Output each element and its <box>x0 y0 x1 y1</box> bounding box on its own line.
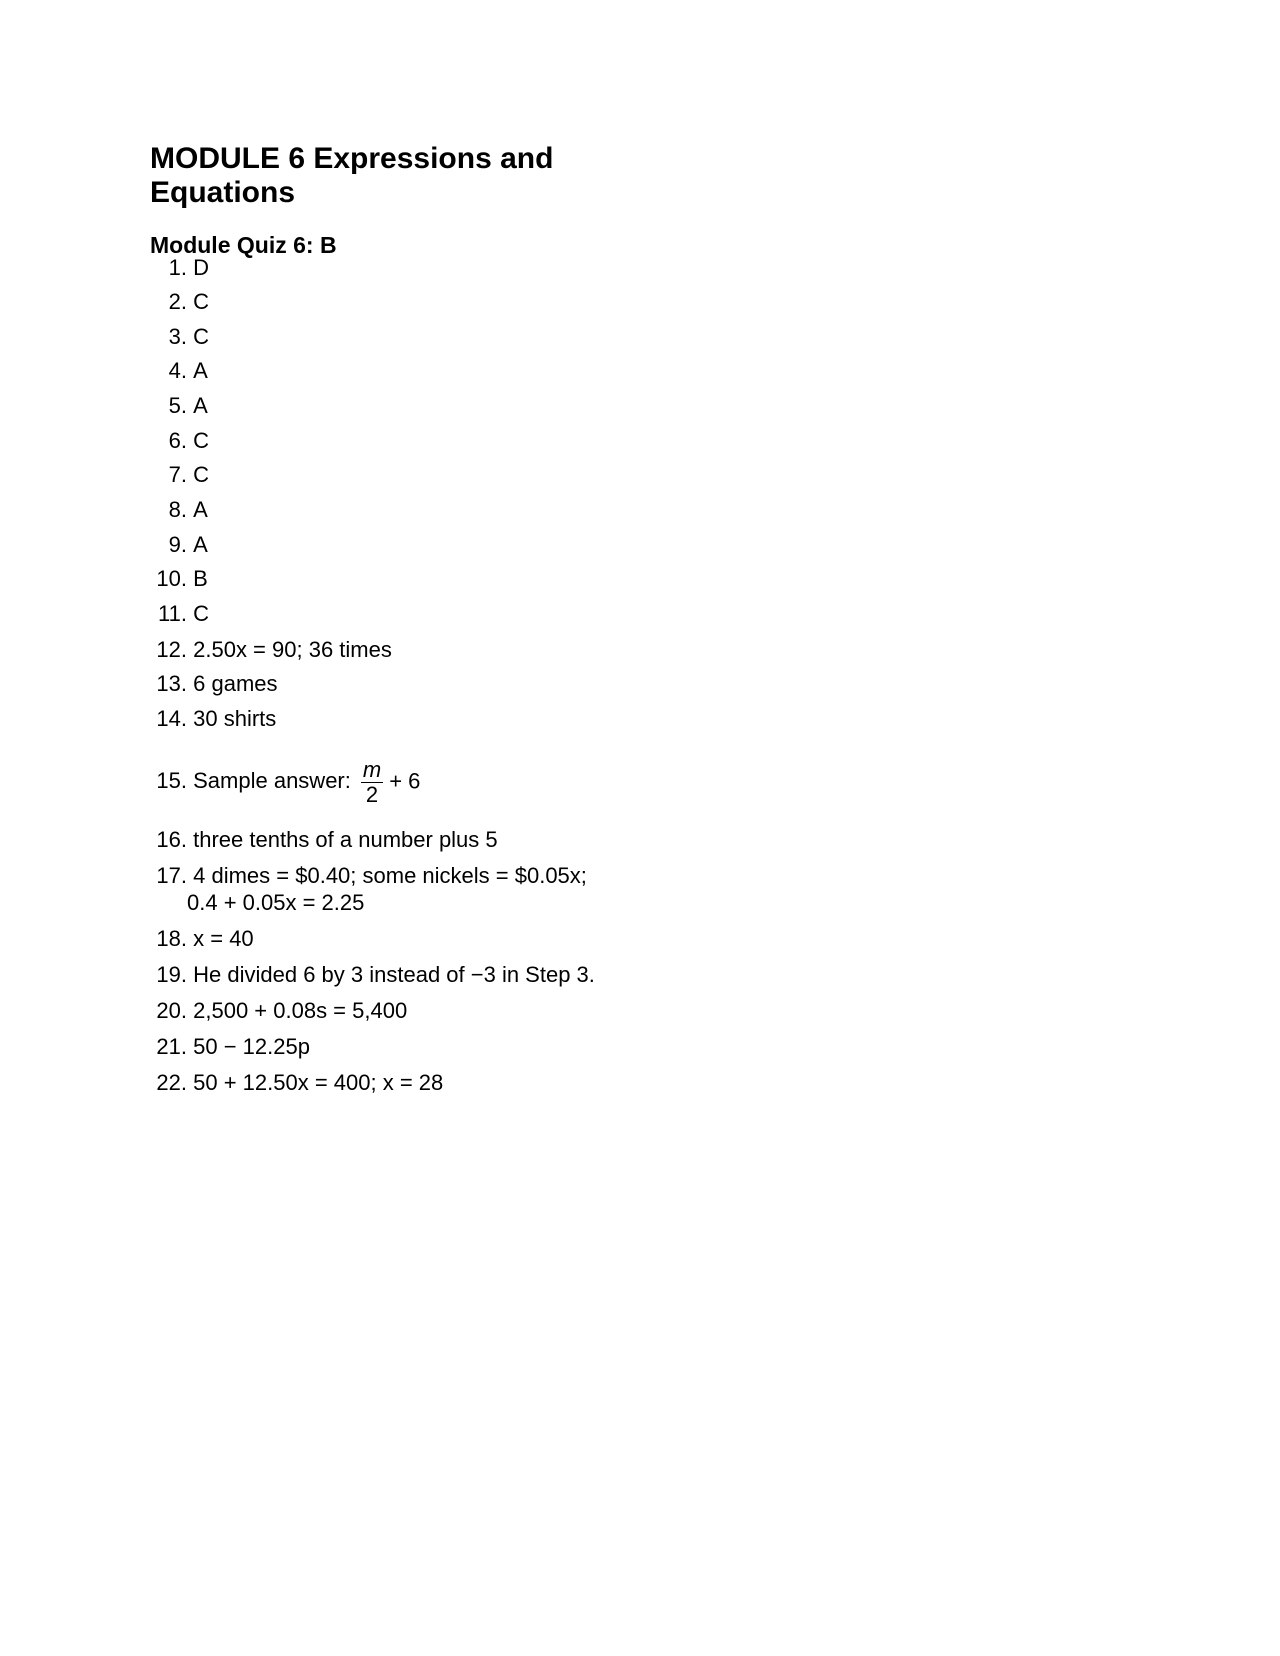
answer-item <box>150 636 392 664</box>
answer-number: 18. <box>156 926 187 951</box>
answer-number: 21. <box>156 1034 187 1059</box>
answer-item <box>150 670 278 698</box>
answer-item <box>150 288 209 316</box>
answer-number: 13. <box>156 671 187 696</box>
answer-item <box>150 565 208 593</box>
answer-text: 6 games <box>193 671 278 696</box>
answer-item <box>150 600 209 628</box>
answer-number: 7. <box>168 462 187 487</box>
answer-text: x = 40 <box>193 926 254 951</box>
answer-number: 16. <box>156 827 187 852</box>
answer-text: C <box>193 462 210 487</box>
answer-item <box>150 254 209 282</box>
answer-number: 20. <box>156 998 187 1023</box>
answer-item <box>150 392 208 420</box>
answer-item <box>150 531 208 559</box>
answer-item <box>150 925 254 953</box>
answer-text: C <box>193 289 210 314</box>
answer-number: 5. <box>168 393 187 418</box>
answer-item <box>150 758 420 807</box>
answer-number: 1. <box>168 255 187 280</box>
answer-item <box>150 427 209 455</box>
answer-item <box>150 1033 310 1061</box>
answer-item <box>150 961 595 989</box>
fraction-denominator: 2 <box>365 782 379 807</box>
answer-number: 8. <box>168 497 187 522</box>
answer-number: 12. <box>156 637 187 662</box>
answer-number: 4. <box>168 358 187 383</box>
answer-text: C <box>193 601 210 626</box>
fraction <box>361 758 383 807</box>
answer-text: D <box>193 255 210 280</box>
answer-number: 19. <box>156 962 187 987</box>
answer-number: 3. <box>168 324 187 349</box>
answer-text: three tenths of a number plus 5 <box>193 827 498 852</box>
answer-text: A <box>193 358 208 383</box>
answer-item <box>150 826 498 854</box>
answer-text: C <box>193 324 210 349</box>
answer-text: 2,500 + 0.08s = 5,400 <box>193 998 408 1023</box>
answer-number: 14. <box>156 706 187 731</box>
answer-text: Sample answer: <box>193 768 351 794</box>
answer-item <box>150 862 587 890</box>
answer-text: 50 + 12.50x = 400; x = 28 <box>193 1070 444 1095</box>
answer-item <box>150 357 208 385</box>
answer-text: A <box>193 497 208 522</box>
answer-item <box>150 323 209 351</box>
fraction-numerator: m <box>362 757 382 782</box>
answer-text: A <box>193 532 208 557</box>
answer-continuation: 0.4 + 0.05x = 2.25 <box>187 890 365 915</box>
answer-item <box>150 461 209 489</box>
answer-number: 17. <box>156 863 187 888</box>
answer-number: 22. <box>156 1070 187 1095</box>
answer-text: He divided 6 by 3 instead of −3 in Step 3. <box>193 962 595 987</box>
answer-item <box>150 705 276 733</box>
answer-number: 11. <box>158 601 187 626</box>
answer-number: 10. <box>156 566 187 591</box>
answer-text: 30 shirts <box>193 706 277 731</box>
answer-item <box>150 1069 443 1097</box>
answer-text: B <box>193 566 208 591</box>
answer-text: 4 dimes = $0.40; some nickels = $0.05x; <box>193 863 587 888</box>
answer-text: C <box>193 428 210 453</box>
answer-text-after: + 6 <box>389 768 421 794</box>
answer-item <box>150 997 407 1025</box>
answer-item <box>150 496 208 524</box>
quiz-title: Module Quiz 6: B <box>150 232 337 258</box>
answer-number: 15. <box>156 768 187 794</box>
module-title: MODULE 6 Expressions and Equations <box>150 142 554 209</box>
answer-text: 50 − 12.25p <box>193 1034 310 1059</box>
answer-text: A <box>193 393 208 418</box>
answer-number: 2. <box>168 289 187 314</box>
answer-number: 6. <box>168 428 187 453</box>
answer-text: 2.50x = 90; 36 times <box>193 637 392 662</box>
answer-number: 9. <box>168 532 187 557</box>
